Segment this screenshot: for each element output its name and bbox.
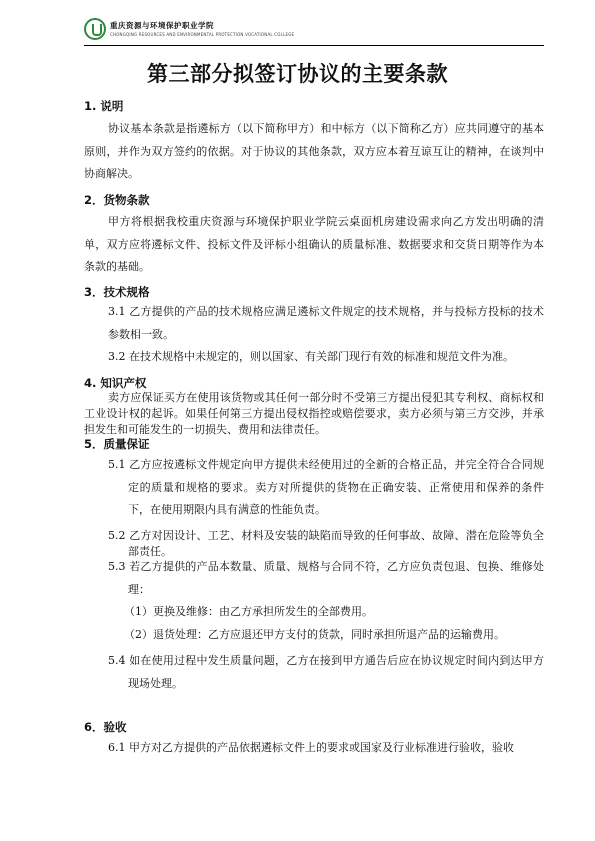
header-divider: [84, 45, 544, 46]
section-5-item-1: （1）更换及维修：由乙方承担所发生的全部费用。: [124, 605, 373, 618]
section-3-clause-2: 3.2 在技术规格中未规定的，则以国家、有关部门现行有效的标准和规范文件为准。: [108, 350, 514, 363]
section-4-paragraph: 卖方应保证买方在使用该货物或其任何一部分时不受第三方提出侵犯其专利权、商标权和工业设计权的起诉。如果任何第三方提出侵权指控或赔偿要求，卖方必须与第三方交涉，并承担发生和可能发生的一切损失、费用和法律责任。: [84, 391, 544, 436]
section-5-clause-2: 5.2 乙方对因设计、工艺、材料及安装的缺陷而导致的任何事故、故障、潜在危险等负全部责任。: [108, 529, 544, 558]
section-heading-5: 5．质量保证: [84, 437, 150, 451]
section-heading-2: 2．货物条款: [84, 193, 150, 207]
section-5-clause-1: 5.1 乙方应按遴标文件规定向甲方提供未经使用过的全新的合格正品，并完全符合合同规定的质量和规格的要求。卖方对所提供的货物在正确安装、正常使用和保养的条件下，在使用期限内具有满意的性能负责。: [108, 458, 544, 516]
section-heading-3: 3．技术规格: [84, 285, 150, 299]
section-heading-4: 4. 知识产权: [84, 376, 147, 390]
section-5-clause-3: 5.3 若乙方提供的产品本数量、质量、规格与合同不符，乙方应负责包退、包换、维修处理：: [108, 560, 544, 596]
section-5-item-2: （2）退货处理：乙方应退还甲方支付的货款，同时承担所退产品的运输费用。: [124, 628, 505, 641]
section-heading-1: 1. 说明: [84, 99, 124, 113]
section-2-paragraph: 甲方将根据我校重庆资源与环境保护职业学院云桌面机房建设需求向乙方发出明确的清单，双方应将遴标文件、投标文件及评标小组确认的质量标准、数据要求和交货日期等作为本条款的基础。: [84, 215, 544, 273]
section-heading-6: 6．验收: [84, 720, 127, 734]
section-6-clause-1: 6.1 甲方对乙方提供的产品依据遴标文件上的要求或国家及行业标准进行验收，验收: [108, 741, 514, 754]
school-logo-icon: [84, 18, 106, 40]
school-name-english: CHONGQING RESOURCES AND ENVIRONMENTAL PROTECTION VOCATIONAL COLLEGE: [110, 32, 295, 37]
section-5-clause-4: 5.4 如在使用过程中发生质量问题，乙方在接到甲方通告后应在协议规定时间内到达甲方现场处理。: [108, 654, 544, 690]
section-1-paragraph: 协议基本条款是指遴标方（以下简称甲方）和中标方（以下简称乙方）应共同遵守的基本原则，并作为双方签约的依据。对于协议的其他条款，双方应本着互谅互让的精神，在谈判中协商解决。: [84, 122, 544, 180]
school-name: 重庆资源与环境保护职业学院: [110, 21, 214, 30]
section-3-clause-1: 3.1 乙方提供的产品的技术规格应满足遴标文件规定的技术规格，并与投标方投标的技术参数相一致。: [108, 305, 544, 341]
page-header: [84, 16, 544, 46]
page-title: 第三部分拟签订协议的主要条款: [147, 62, 448, 86]
